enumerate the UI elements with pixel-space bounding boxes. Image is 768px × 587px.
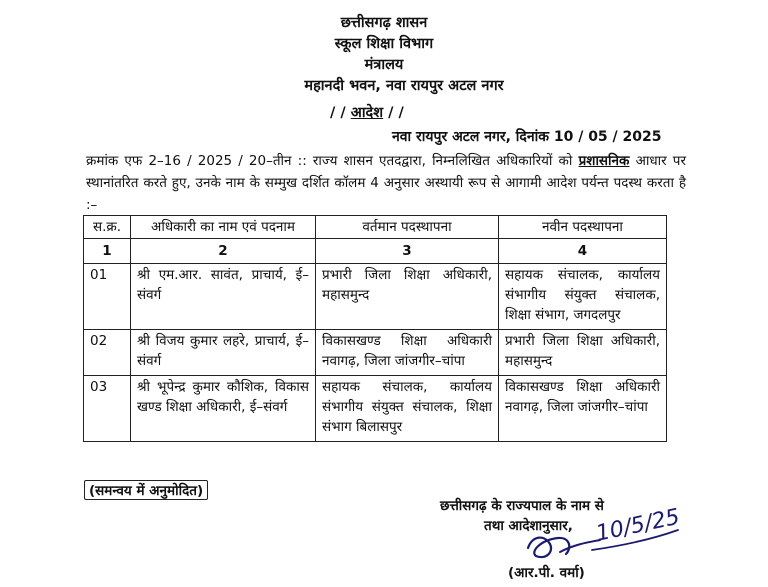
row-current: प्रभारी जिला शिक्षा अधिकारी, महासमुन्द: [316, 264, 499, 330]
header-sno: स.क्र.: [84, 216, 131, 239]
order-date-line: नवा रायपुर अटल नगर, दिनांक 10 / 05 / 2025: [392, 129, 662, 145]
paragraph-bold-word: प्रशासनिक: [578, 153, 630, 169]
ministry-name: मंत्रालय: [364, 57, 404, 73]
signature-line2: तथा आदेशानुसार,: [484, 518, 573, 534]
col-number: 2: [131, 239, 316, 264]
table-row: [84, 330, 667, 376]
table-row: [84, 376, 667, 442]
row-name: श्री विजय कुमार लहरे, प्राचार्य, ई–संवर्ग: [131, 330, 316, 376]
approval-note: (समन्वय में अनुमोदित): [84, 480, 208, 500]
col-number: 3: [316, 239, 499, 264]
order-title-text: आदेश: [350, 105, 384, 121]
row-current: विकासखण्ड शिक्षा अधिकारी नवागढ़, जिला जांजगीर–चांपा: [316, 330, 499, 376]
row-sno: 02: [84, 330, 131, 376]
signature-line1: छत्तीसगढ़ के राज्यपाल के नाम से: [440, 498, 604, 514]
transfer-table: [83, 215, 667, 442]
signatory-name: (आर.पी. वर्मा): [508, 565, 585, 581]
paragraph-part1: क्रमांक एफ 2–16 / 2025 / 20–तीन :: राज्य शासन एतदद्वारा, निम्नलिखित अधिकारियों को: [86, 153, 573, 169]
row-new: प्रभारी जिला शिक्षा अधिकारी, महासमुन्द: [499, 330, 667, 376]
col-number: 1: [84, 239, 131, 264]
table-row: [84, 264, 667, 330]
header-new: नवीन पदस्थापना: [499, 216, 667, 239]
order-prefix: / /: [330, 105, 346, 121]
row-new: सहायक संचालक, कार्यालय संभागीय संयुक्त संचालक, शिक्षा संभाग, जगदलपुर: [499, 264, 667, 330]
col-number: 4: [499, 239, 667, 264]
address: महानदी भवन, नवा रायपुर अटल नगर: [304, 78, 504, 94]
column-number-row: [84, 239, 667, 264]
header-name: अधिकारी का नाम एवं पदनाम: [131, 216, 316, 239]
header-current: वर्तमान पदस्थापना: [316, 216, 499, 239]
row-sno: 03: [84, 376, 131, 442]
table-header-row: [84, 216, 667, 239]
row-new: विकासखण्ड शिक्षा अधिकारी नवागढ़, जिला जांजगीर–चांपा: [499, 376, 667, 442]
handwritten-signature: [500, 500, 690, 570]
row-name: श्री एम.आर. सावंत, प्राचार्य, ई–संवर्ग: [131, 264, 316, 330]
row-current: सहायक संचालक, कार्यालय संभागीय संयुक्त संचालक, शिक्षा संभाग बिलासपुर: [316, 376, 499, 442]
govt-name: छत्तीसगढ़ शासन: [340, 15, 428, 31]
department-name: स्कूल शिक्षा विभाग: [334, 36, 434, 52]
order-paragraph: [86, 150, 686, 216]
order-title: [330, 102, 404, 122]
signature-date: 10/5/25: [593, 504, 682, 547]
paragraph-part2: आधार पर स्थानांतरित करते हुए, उनके नाम के सम्मुख दर्शित कॉलम 4 अनुसार अस्थायी रूप से आगामी आदेश पर्यन्त पदस्थ करता है :–: [86, 153, 687, 213]
row-name: श्री भूपेन्द्र कुमार कौशिक, विकास खण्ड शिक्षा अधिकारी, ई–संवर्ग: [131, 376, 316, 442]
row-sno: 01: [84, 264, 131, 330]
order-suffix: / /: [388, 105, 404, 121]
